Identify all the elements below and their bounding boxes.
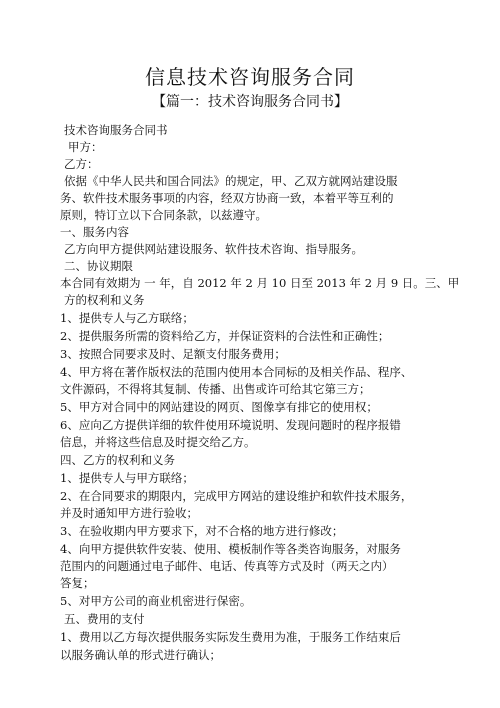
text-line: 1、提供专人与甲方联络； (60, 471, 194, 485)
text-line: 文件源码，不得将其复制、传播、出售或许可给其它第三方； (60, 382, 371, 396)
text-line: 以服务确认单的形式进行确认； (60, 648, 221, 662)
text-line: 5、对甲方公司的商业机密进行保密。 (60, 594, 252, 608)
text-line: 四、乙方的权利和义务 (60, 453, 175, 467)
text-line: 技术咨询服务合同书 (64, 123, 168, 137)
text-line: 4、甲方将在著作版权法的范围内使用本合同标的及相关作品、程序、 (60, 365, 413, 379)
text-line: 五、费用的支付 (64, 612, 145, 626)
text-line: 依据《中华人民共和国合同法》的规定，甲、乙双方就网站建设服 (64, 174, 398, 188)
text-line: 乙方向甲方提供网站建设服务、软件技术咨询、指导服务。 (64, 242, 363, 256)
text-line: 5、甲方对合同中的网站建设的网页、图像享有排它的使用权； (60, 400, 378, 414)
text-line: 1、费用以乙方每次提供服务实际发生费用为准，于服务工作结束后 (60, 630, 401, 644)
text-line: 范围内的问题通过电子邮件、电话、传真等方式及时（两天之内） (60, 559, 394, 573)
text-line: 一、服务内容 (60, 225, 129, 239)
text-line: 甲方： (68, 140, 103, 154)
document-title: 信息技术咨询服务合同 (145, 65, 355, 89)
text-line: 1、提供专人与乙方联络； (60, 311, 194, 325)
text-line: 本合同有效期为 一 年，自 2012 年 2 月 10 日至 2013 年 2 月 9 日。三、甲 (60, 276, 460, 290)
text-line: 乙方： (64, 157, 99, 171)
text-line: 二、协议期限 (64, 259, 133, 273)
text-line: 2、提供服务所需的资料给乙方，并保证资料的合法性和正确性； (60, 329, 390, 343)
text-line: 4、向甲方提供软件安装、使用、模板制作等各类咨询服务，对服务 (60, 542, 401, 556)
text-line: 务、软件技术服务事项的内容，经双方协商一致，本着平等互利的 (60, 191, 394, 205)
text-line: 并及时通知甲方进行验收； (60, 506, 198, 520)
text-line: 方的权利和义务 (64, 293, 145, 307)
document-subtitle: 【篇一：技术咨询服务合同书】 (152, 94, 348, 110)
text-line: 答复； (60, 576, 95, 590)
text-line: 3、按照合同要求及时、足额支付服务费用； (60, 347, 286, 361)
text-line: 6、应向乙方提供详细的软件使用环境说明、发现问题时的程序报错 (60, 418, 401, 432)
text-line: 原则，特订立以下合同条款，以兹遵守。 (60, 208, 267, 222)
text-line: 信息，并将这些信息及时提交给乙方。 (60, 435, 256, 449)
text-line: 3、在验收期内甲方要求下，对不合格的地方进行修改； (60, 524, 344, 538)
text-line: 2、在合同要求的期限内，完成甲方网站的建设维护和软件技术服务， (60, 489, 413, 503)
